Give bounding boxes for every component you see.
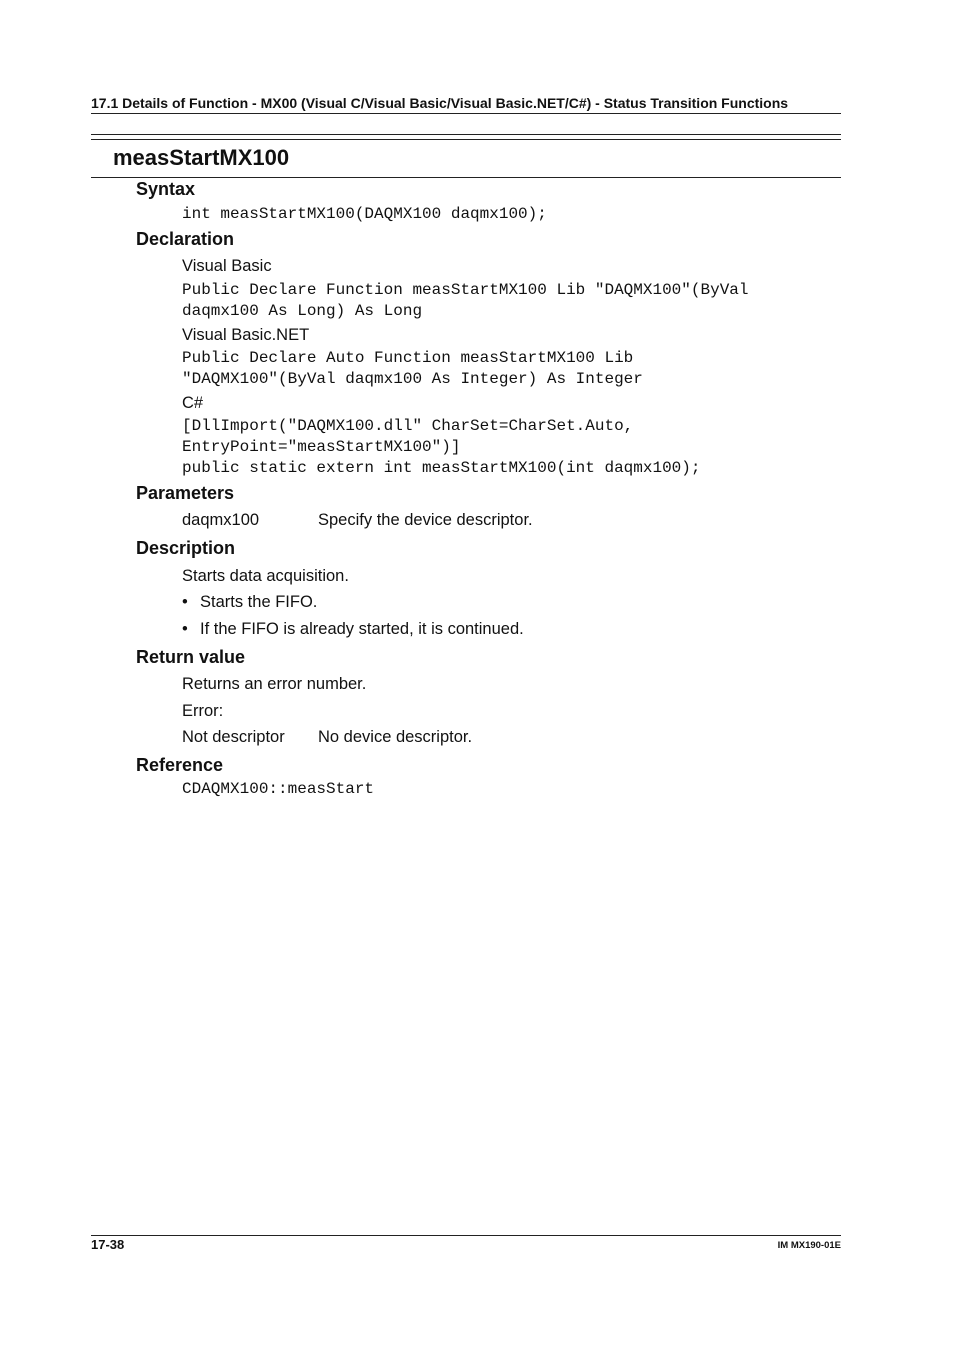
function-title: measStartMX100 (113, 145, 290, 170)
vbnet-code-line-2: "DAQMX100"(ByVal daqmx100 As Integer) As Integer (182, 370, 643, 388)
running-header: 17.1 Details of Function - MX00 (Visual C/Visual Basic/Visual Basic.NET/C#) - Status Transition Functions (91, 95, 789, 111)
csharp-code-line-3: public static extern int measStartMX100(int daqmx100); (182, 459, 701, 477)
title-rule-top (91, 134, 841, 135)
vbnet-code-line-1: Public Declare Auto Function measStartMX100 Lib (182, 349, 634, 367)
csharp-code-line-1: [DllImport("DAQMX100.dll" CharSet=CharSet.Auto, (182, 417, 634, 435)
document-id: IM MX190-01E (777, 1240, 841, 1251)
description-bullet (182, 593, 317, 612)
title-rule-bottom (91, 177, 841, 178)
header-rule (91, 113, 841, 114)
description-text: Starts data acquisition. (182, 567, 349, 585)
vbnet-label: Visual Basic.NET (182, 326, 310, 344)
vb-code-line-2: daqmx100 As Long) As Long (182, 302, 423, 320)
csharp-code-line-2: EntryPoint="measStartMX100")] (182, 438, 461, 456)
syntax-heading: Syntax (136, 179, 196, 199)
title-rule-top-2 (91, 139, 841, 140)
error-description: No device descriptor. (318, 728, 473, 746)
vb-code-line-1: Public Declare Function measStartMX100 Lib "DAQMX100"(ByVal (182, 281, 749, 299)
reference-heading: Reference (136, 755, 224, 775)
bullet-mark: • (182, 620, 188, 638)
description-bullet (182, 620, 524, 639)
return-value-heading: Return value (136, 647, 246, 667)
error-name: Not descriptor (182, 728, 285, 746)
bullet-text: If the FIFO is already started, it is continued. (200, 620, 524, 638)
bullet-mark: • (182, 593, 188, 611)
error-label: Error: (182, 702, 224, 720)
syntax-code: int measStartMX100(DAQMX100 daqmx100); (182, 205, 547, 223)
footer-rule (91, 1235, 841, 1236)
bullet-text: Starts the FIFO. (200, 593, 318, 611)
page-number: 17-38 (91, 1237, 125, 1252)
parameters-heading: Parameters (136, 483, 235, 503)
description-heading: Description (136, 538, 236, 558)
parameter-name: daqmx100 (182, 511, 260, 529)
return-value-text: Returns an error number. (182, 675, 367, 693)
vb-label: Visual Basic (182, 257, 272, 275)
reference-code: CDAQMX100::measStart (182, 780, 375, 798)
csharp-label: C# (182, 394, 204, 412)
declaration-heading: Declaration (136, 229, 235, 249)
parameter-description: Specify the device descriptor. (318, 511, 533, 529)
